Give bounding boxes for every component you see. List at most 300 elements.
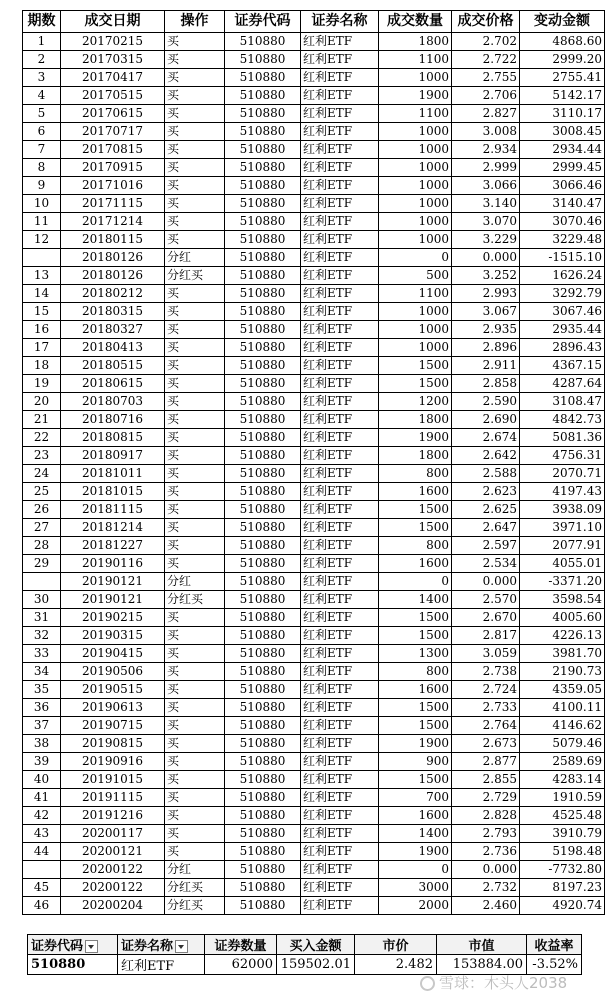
cell-trade-price: 2.597 <box>452 537 520 555</box>
cell-trade-date: 20170515 <box>61 87 165 105</box>
cell-security-code: 510880 <box>225 717 301 735</box>
cell-operation: 分红买 <box>165 591 225 609</box>
cell-security-code: 510880 <box>225 483 301 501</box>
cell-change-amount: 2755.41 <box>520 69 605 87</box>
table-row <box>23 231 605 249</box>
cell-security-name: 红利ETF <box>301 411 379 429</box>
cell-change-amount: 4359.05 <box>520 681 605 699</box>
cell-trade-date: 20200204 <box>61 897 165 915</box>
cell-period: 4 <box>23 87 61 105</box>
table-row <box>23 717 605 735</box>
cell-period: 18 <box>23 357 61 375</box>
cell-security-name: 红利ETF <box>301 681 379 699</box>
cell-security-code: 510880 <box>225 33 301 51</box>
cell-security-code: 510880 <box>225 555 301 573</box>
table-row <box>23 879 605 897</box>
cell-period: 12 <box>23 231 61 249</box>
cell-operation: 买 <box>165 609 225 627</box>
cell-security-name: 红利ETF <box>301 339 379 357</box>
header-security-code: 证券代码 <box>225 11 301 33</box>
cell-trade-date: 20180615 <box>61 375 165 393</box>
cell-period: 13 <box>23 267 61 285</box>
cell-operation: 分红买 <box>165 267 225 285</box>
cell-security-code: 510880 <box>225 285 301 303</box>
cell-security-code: 510880 <box>225 699 301 717</box>
cell-security-code: 510880 <box>225 681 301 699</box>
cell-period: 10 <box>23 195 61 213</box>
table-row <box>23 573 605 591</box>
summary-header-market-value <box>437 935 527 955</box>
cell-trade-date: 20190916 <box>61 753 165 771</box>
cell-trade-price: 2.827 <box>452 105 520 123</box>
summary-header-security-code <box>28 935 118 955</box>
cell-operation: 买 <box>165 393 225 411</box>
cell-period: 2 <box>23 51 61 69</box>
cell-trade-price: 2.588 <box>452 465 520 483</box>
table-row <box>23 843 605 861</box>
cell-trade-quantity: 1800 <box>379 447 452 465</box>
table-row <box>23 663 605 681</box>
cell-operation: 买 <box>165 843 225 861</box>
cell-operation: 买 <box>165 87 225 105</box>
cell-change-amount: 4868.60 <box>520 33 605 51</box>
cell-trade-price: 2.736 <box>452 843 520 861</box>
cell-period: 25 <box>23 483 61 501</box>
table-row <box>23 321 605 339</box>
summary-header-row <box>28 935 582 955</box>
cell-trade-price: 2.590 <box>452 393 520 411</box>
cell-trade-date: 20190715 <box>61 717 165 735</box>
summary-header-label: 收益率 <box>534 939 574 954</box>
cell-trade-quantity: 1400 <box>379 591 452 609</box>
cell-change-amount: 4146.62 <box>520 717 605 735</box>
cell-change-amount: 5079.46 <box>520 735 605 753</box>
cell-security-code: 510880 <box>225 627 301 645</box>
cell-security-name: 红利ETF <box>301 663 379 681</box>
cell-operation: 买 <box>165 159 225 177</box>
cell-operation: 买 <box>165 177 225 195</box>
cell-trade-price: 3.229 <box>452 231 520 249</box>
cell-trade-quantity: 1500 <box>379 717 452 735</box>
cell-change-amount: 3292.79 <box>520 285 605 303</box>
cell-change-amount: -3371.20 <box>520 573 605 591</box>
cell-trade-price: 2.673 <box>452 735 520 753</box>
cell-trade-price: 2.738 <box>452 663 520 681</box>
cell-security-name: 红利ETF <box>301 699 379 717</box>
cell-change-amount: 2077.91 <box>520 537 605 555</box>
filter-dropdown-icon[interactable] <box>85 940 98 953</box>
cell-period: 31 <box>23 609 61 627</box>
header-security-name: 证券名称 <box>301 11 379 33</box>
cell-security-name: 红利ETF <box>301 717 379 735</box>
cell-security-code: 510880 <box>225 87 301 105</box>
cell-trade-price: 3.066 <box>452 177 520 195</box>
cell-security-name: 红利ETF <box>301 123 379 141</box>
cell-security-code: 510880 <box>225 321 301 339</box>
cell-trade-quantity: 1000 <box>379 231 452 249</box>
cell-trade-date: 20190121 <box>61 591 165 609</box>
cell-security-code: 510880 <box>225 591 301 609</box>
cell-trade-price: 2.570 <box>452 591 520 609</box>
cell-change-amount: 1910.59 <box>520 789 605 807</box>
table-row <box>23 645 605 663</box>
cell-trade-date: 20180815 <box>61 429 165 447</box>
cell-operation: 买 <box>165 807 225 825</box>
cell-operation: 分红买 <box>165 879 225 897</box>
cell-period <box>23 573 61 591</box>
cell-trade-quantity: 1500 <box>379 357 452 375</box>
cell-operation: 分红 <box>165 249 225 267</box>
cell-change-amount: 3008.45 <box>520 123 605 141</box>
cell-change-amount: 3910.79 <box>520 825 605 843</box>
cell-trade-price: 2.729 <box>452 789 520 807</box>
summary-header-market-price <box>355 935 437 955</box>
watermark <box>420 972 567 993</box>
cell-trade-date: 20200122 <box>61 861 165 879</box>
cell-operation: 买 <box>165 69 225 87</box>
cell-security-code: 510880 <box>225 609 301 627</box>
summary-header-label: 证券名称 <box>121 939 174 954</box>
cell-trade-date: 20190506 <box>61 663 165 681</box>
cell-change-amount: 3066.46 <box>520 177 605 195</box>
table-row <box>23 429 605 447</box>
cell-trade-date: 20190116 <box>61 555 165 573</box>
cell-change-amount: 3070.46 <box>520 213 605 231</box>
header-trade-date: 成交日期 <box>61 11 165 33</box>
cell-trade-quantity: 1000 <box>379 213 452 231</box>
cell-security-code: 510880 <box>225 123 301 141</box>
cell-security-name: 红利ETF <box>301 861 379 879</box>
cell-security-name: 红利ETF <box>301 321 379 339</box>
cell-trade-quantity: 1500 <box>379 771 452 789</box>
cell-operation: 买 <box>165 411 225 429</box>
cell-change-amount: 3110.17 <box>520 105 605 123</box>
cell-security-code: 510880 <box>225 303 301 321</box>
cell-trade-price: 2.722 <box>452 51 520 69</box>
cell-trade-date: 20180315 <box>61 303 165 321</box>
cell-security-code: 510880 <box>225 861 301 879</box>
cell-trade-date: 20170215 <box>61 33 165 51</box>
cell-security-name: 红利ETF <box>301 375 379 393</box>
cell-trade-quantity: 1000 <box>379 303 452 321</box>
cell-security-code: 510880 <box>225 771 301 789</box>
table-row <box>23 267 605 285</box>
cell-trade-price: 2.647 <box>452 519 520 537</box>
cell-operation: 买 <box>165 627 225 645</box>
cell-trade-date: 20180716 <box>61 411 165 429</box>
cell-trade-date: 20190815 <box>61 735 165 753</box>
cell-trade-date: 20181115 <box>61 501 165 519</box>
cell-trade-quantity: 1500 <box>379 609 452 627</box>
cell-trade-price: 0.000 <box>452 573 520 591</box>
cell-trade-date: 20181227 <box>61 537 165 555</box>
cell-operation: 买 <box>165 519 225 537</box>
cell-security-name: 红利ETF <box>301 51 379 69</box>
cell-trade-date: 20191115 <box>61 789 165 807</box>
cell-period: 43 <box>23 825 61 843</box>
cell-security-name: 红利ETF <box>301 267 379 285</box>
cell-trade-quantity: 1400 <box>379 825 452 843</box>
cell-security-name: 红利ETF <box>301 519 379 537</box>
cell-security-name: 红利ETF <box>301 645 379 663</box>
cell-security-name: 红利ETF <box>301 177 379 195</box>
cell-security-code: 510880 <box>225 429 301 447</box>
cell-security-name: 红利ETF <box>301 609 379 627</box>
cell-trade-date: 20191216 <box>61 807 165 825</box>
cell-trade-quantity: 700 <box>379 789 452 807</box>
cell-trade-price: 2.764 <box>452 717 520 735</box>
cell-trade-quantity: 1000 <box>379 177 452 195</box>
table-row <box>23 699 605 717</box>
cell-trade-date: 20180126 <box>61 249 165 267</box>
cell-trade-price: 3.067 <box>452 303 520 321</box>
cell-security-name: 红利ETF <box>301 393 379 411</box>
cell-operation: 买 <box>165 555 225 573</box>
cell-change-amount: 2999.20 <box>520 51 605 69</box>
cell-security-code: 510880 <box>225 519 301 537</box>
cell-trade-date: 20190315 <box>61 627 165 645</box>
table-row <box>23 195 605 213</box>
summary-cell-security-name: 红利ETF <box>118 955 205 975</box>
cell-trade-price: 3.252 <box>452 267 520 285</box>
cell-period: 16 <box>23 321 61 339</box>
cell-security-code: 510880 <box>225 501 301 519</box>
cell-operation: 买 <box>165 285 225 303</box>
cell-period: 30 <box>23 591 61 609</box>
cell-trade-price: 2.911 <box>452 357 520 375</box>
cell-trade-date: 20190121 <box>61 573 165 591</box>
summary-header-label: 证券数量 <box>214 939 267 954</box>
cell-trade-date: 20190415 <box>61 645 165 663</box>
cell-trade-quantity: 1600 <box>379 555 452 573</box>
cell-trade-quantity: 1900 <box>379 87 452 105</box>
summary-header-label: 市值 <box>468 939 495 954</box>
cell-trade-date: 20180515 <box>61 357 165 375</box>
cell-change-amount: 5142.17 <box>520 87 605 105</box>
summary-header-security-quantity <box>205 935 277 955</box>
cell-trade-price: 2.460 <box>452 897 520 915</box>
cell-security-name: 红利ETF <box>301 213 379 231</box>
cell-period <box>23 861 61 879</box>
table-row <box>23 303 605 321</box>
cell-period: 38 <box>23 735 61 753</box>
cell-trade-quantity: 800 <box>379 663 452 681</box>
cell-security-name: 红利ETF <box>301 537 379 555</box>
cell-trade-price: 2.732 <box>452 879 520 897</box>
cell-trade-price: 0.000 <box>452 249 520 267</box>
cell-security-name: 红利ETF <box>301 357 379 375</box>
cell-period: 8 <box>23 159 61 177</box>
table-row <box>23 609 605 627</box>
cell-period: 40 <box>23 771 61 789</box>
cell-operation: 买 <box>165 663 225 681</box>
table-row <box>23 555 605 573</box>
cell-period: 42 <box>23 807 61 825</box>
cell-operation: 买 <box>165 753 225 771</box>
cell-security-code: 510880 <box>225 141 301 159</box>
cell-trade-quantity: 1600 <box>379 483 452 501</box>
cell-trade-quantity: 800 <box>379 465 452 483</box>
cell-period: 29 <box>23 555 61 573</box>
table-row <box>23 681 605 699</box>
cell-security-code: 510880 <box>225 105 301 123</box>
table-row <box>23 393 605 411</box>
cell-security-name: 红利ETF <box>301 429 379 447</box>
cell-period: 28 <box>23 537 61 555</box>
table-row <box>23 177 605 195</box>
cell-trade-quantity: 1000 <box>379 141 452 159</box>
cell-change-amount: 2190.73 <box>520 663 605 681</box>
cell-security-name: 红利ETF <box>301 159 379 177</box>
cell-period: 7 <box>23 141 61 159</box>
cell-trade-date: 20170315 <box>61 51 165 69</box>
cell-trade-price: 3.070 <box>452 213 520 231</box>
cell-trade-date: 20200121 <box>61 843 165 861</box>
trade-records-table <box>22 10 605 915</box>
cell-security-name: 红利ETF <box>301 195 379 213</box>
cell-trade-price: 2.755 <box>452 69 520 87</box>
cell-operation: 买 <box>165 429 225 447</box>
cell-trade-price: 3.008 <box>452 123 520 141</box>
table-row <box>23 753 605 771</box>
cell-security-name: 红利ETF <box>301 465 379 483</box>
table-row <box>23 501 605 519</box>
cell-operation: 买 <box>165 825 225 843</box>
cell-security-name: 红利ETF <box>301 87 379 105</box>
cell-trade-quantity: 1600 <box>379 681 452 699</box>
cell-security-name: 红利ETF <box>301 573 379 591</box>
table-row <box>23 357 605 375</box>
cell-operation: 买 <box>165 321 225 339</box>
cell-change-amount: 4756.31 <box>520 447 605 465</box>
cell-security-name: 红利ETF <box>301 753 379 771</box>
cell-period: 32 <box>23 627 61 645</box>
cell-period: 1 <box>23 33 61 51</box>
table-row <box>23 33 605 51</box>
cell-change-amount: 4920.74 <box>520 897 605 915</box>
cell-trade-date: 20181214 <box>61 519 165 537</box>
cell-trade-quantity: 0 <box>379 573 452 591</box>
cell-operation: 买 <box>165 195 225 213</box>
cell-period: 6 <box>23 123 61 141</box>
cell-security-code: 510880 <box>225 231 301 249</box>
cell-operation: 买 <box>165 501 225 519</box>
cell-security-code: 510880 <box>225 357 301 375</box>
table-row <box>23 285 605 303</box>
cell-change-amount: 2934.44 <box>520 141 605 159</box>
table-row <box>23 339 605 357</box>
cell-change-amount: 3938.09 <box>520 501 605 519</box>
cell-security-name: 红利ETF <box>301 501 379 519</box>
cell-change-amount: 2589.69 <box>520 753 605 771</box>
cell-change-amount: 4055.01 <box>520 555 605 573</box>
cell-change-amount: 3140.47 <box>520 195 605 213</box>
cell-operation: 买 <box>165 645 225 663</box>
filter-dropdown-icon[interactable] <box>175 940 188 953</box>
cell-security-code: 510880 <box>225 195 301 213</box>
cell-trade-quantity: 1800 <box>379 33 452 51</box>
summary-table <box>27 934 582 975</box>
cell-change-amount: 4226.13 <box>520 627 605 645</box>
summary-cell-return-rate: -3.52% <box>527 955 582 975</box>
cell-trade-date: 20171115 <box>61 195 165 213</box>
cell-security-code: 510880 <box>225 177 301 195</box>
cell-period: 44 <box>23 843 61 861</box>
cell-security-name: 红利ETF <box>301 285 379 303</box>
table-row <box>23 249 605 267</box>
header-change-amount: 变动金额 <box>520 11 605 33</box>
cell-trade-price: 2.993 <box>452 285 520 303</box>
cell-security-name: 红利ETF <box>301 807 379 825</box>
table-row <box>23 411 605 429</box>
cell-period <box>23 249 61 267</box>
cell-trade-quantity: 1900 <box>379 429 452 447</box>
cell-change-amount: 5081.36 <box>520 429 605 447</box>
cell-period: 36 <box>23 699 61 717</box>
cell-change-amount: 3067.46 <box>520 303 605 321</box>
cell-operation: 买 <box>165 771 225 789</box>
cell-security-name: 红利ETF <box>301 555 379 573</box>
cell-change-amount: 4283.14 <box>520 771 605 789</box>
cell-operation: 买 <box>165 735 225 753</box>
cell-trade-quantity: 1000 <box>379 321 452 339</box>
cell-trade-price: 2.702 <box>452 33 520 51</box>
cell-trade-date: 20190613 <box>61 699 165 717</box>
cell-trade-date: 20181011 <box>61 465 165 483</box>
table-row <box>23 771 605 789</box>
table-row <box>23 519 605 537</box>
header-trade-quantity: 成交数量 <box>379 11 452 33</box>
cell-security-name: 红利ETF <box>301 231 379 249</box>
cell-security-name: 红利ETF <box>301 303 379 321</box>
cell-change-amount: 3108.47 <box>520 393 605 411</box>
cell-change-amount: 3981.70 <box>520 645 605 663</box>
cell-change-amount: 4842.73 <box>520 411 605 429</box>
cell-trade-date: 20180126 <box>61 267 165 285</box>
summary-header-return-rate <box>527 935 582 955</box>
cell-security-name: 红利ETF <box>301 447 379 465</box>
cell-security-code: 510880 <box>225 375 301 393</box>
cell-change-amount: 3229.48 <box>520 231 605 249</box>
cell-period: 39 <box>23 753 61 771</box>
cell-operation: 买 <box>165 33 225 51</box>
cell-security-code: 510880 <box>225 879 301 897</box>
cell-security-code: 510880 <box>225 735 301 753</box>
cell-operation: 买 <box>165 141 225 159</box>
cell-operation: 买 <box>165 357 225 375</box>
cell-trade-date: 20171016 <box>61 177 165 195</box>
cell-period: 9 <box>23 177 61 195</box>
cell-operation: 买 <box>165 51 225 69</box>
cell-security-name: 红利ETF <box>301 771 379 789</box>
snowball-logo-icon <box>420 976 435 991</box>
summary-cell-market-price: 2.482 <box>355 955 437 975</box>
cell-operation: 分红 <box>165 861 225 879</box>
cell-trade-quantity: 1800 <box>379 411 452 429</box>
cell-change-amount: 4287.64 <box>520 375 605 393</box>
cell-trade-price: 2.690 <box>452 411 520 429</box>
cell-operation: 买 <box>165 483 225 501</box>
cell-period: 41 <box>23 789 61 807</box>
cell-security-code: 510880 <box>225 645 301 663</box>
cell-trade-date: 20200122 <box>61 879 165 897</box>
cell-period: 24 <box>23 465 61 483</box>
summary-header-label: 市价 <box>382 939 409 954</box>
cell-change-amount: 4005.60 <box>520 609 605 627</box>
cell-trade-price: 2.642 <box>452 447 520 465</box>
cell-period: 26 <box>23 501 61 519</box>
table-row <box>23 897 605 915</box>
